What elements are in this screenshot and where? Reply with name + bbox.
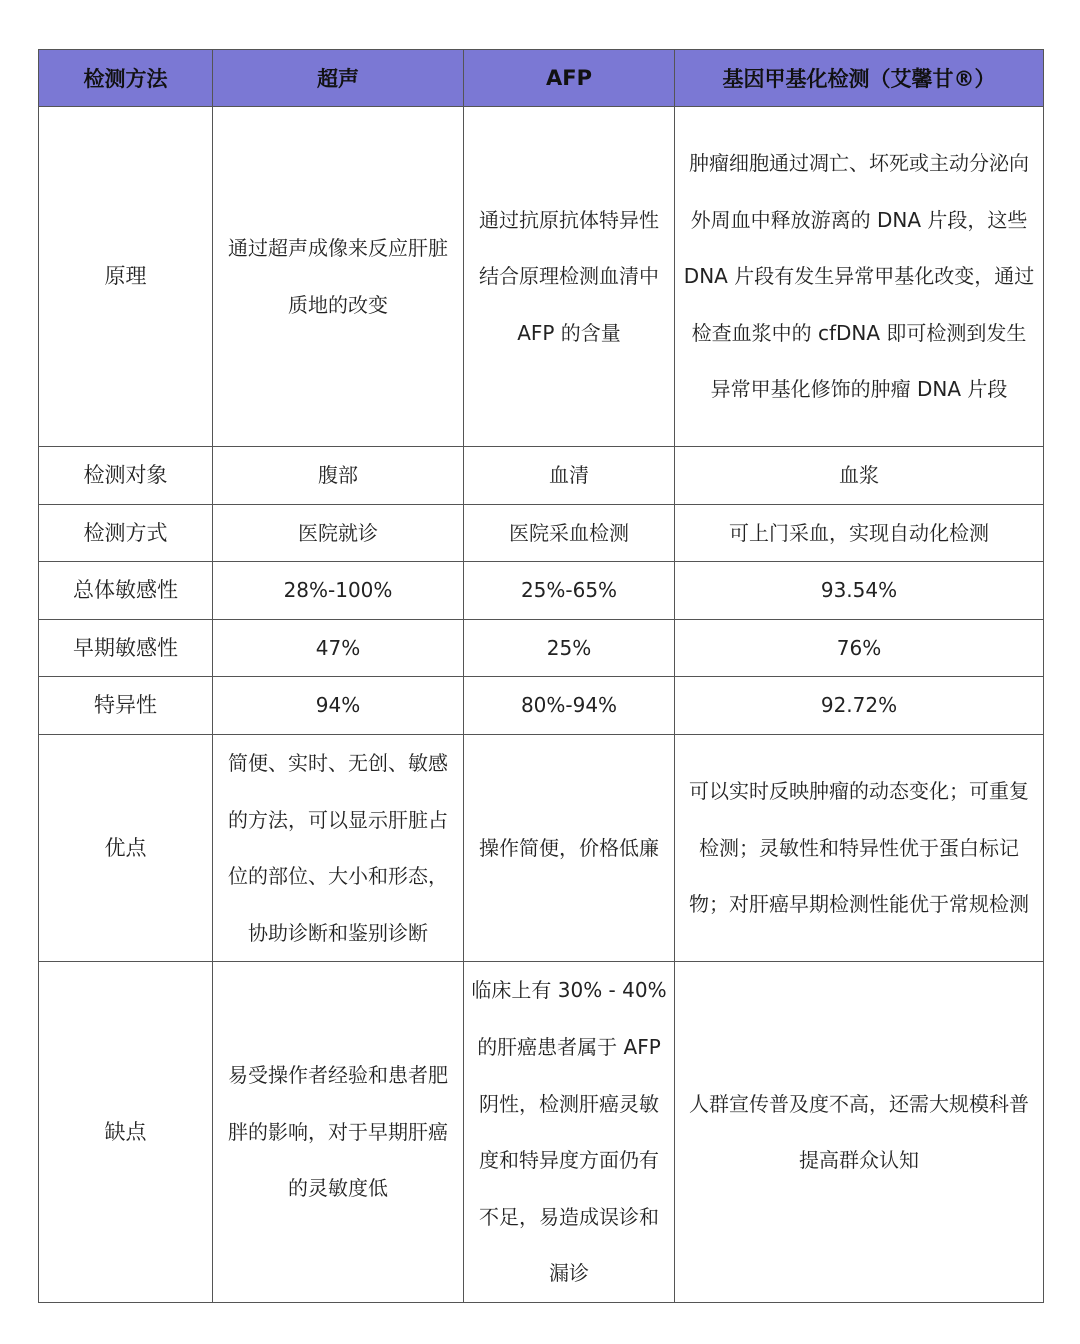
table-cell bbox=[213, 734, 464, 961]
table-body bbox=[39, 107, 1044, 1303]
table-cell bbox=[675, 734, 1044, 961]
row-label: 特异性 bbox=[39, 677, 213, 735]
row-label: 原理 bbox=[39, 107, 213, 447]
row-label: 检测方式 bbox=[39, 504, 213, 562]
table-cell: 血清 bbox=[464, 447, 675, 505]
table-row bbox=[39, 504, 1044, 562]
table-cell bbox=[464, 734, 675, 961]
table-cell: 80%-94% bbox=[464, 677, 675, 735]
table-row bbox=[39, 962, 1044, 1303]
cell-text: 肿瘤细胞通过凋亡、坏死或主动分泌向外周血中释放游离的 DNA 片段，这些 DNA 片段有发生异常甲基化改变，通过检查血浆中的 cfDNA 即可检测到发生异常甲基化修饰的肿瘤 DNA 片段 bbox=[683, 151, 1035, 402]
table-cell: 腹部 bbox=[213, 447, 464, 505]
cell-text: 人群宣传普及度不高，还需大规模科普提高群众认知 bbox=[689, 1091, 1029, 1173]
table-cell: 93.54% bbox=[675, 562, 1044, 620]
header-afp: AFP bbox=[464, 50, 675, 107]
table-cell bbox=[675, 107, 1044, 447]
table-cell: 可上门采血，实现自动化检测 bbox=[675, 504, 1044, 562]
header-row bbox=[39, 50, 1044, 107]
table-cell bbox=[213, 962, 464, 1303]
table-row bbox=[39, 107, 1044, 447]
comparison-table bbox=[38, 49, 1044, 1303]
cell-text: 通过超声成像来反应肝脏质地的改变 bbox=[228, 235, 448, 317]
cell-text: 易受操作者经验和患者肥胖的影响，对于早期肝癌的灵敏度低 bbox=[228, 1063, 448, 1201]
table-cell: 92.72% bbox=[675, 677, 1044, 735]
table-row bbox=[39, 447, 1044, 505]
table-cell: 血浆 bbox=[675, 447, 1044, 505]
table-row bbox=[39, 734, 1044, 961]
table-cell: 76% bbox=[675, 619, 1044, 677]
table-cell bbox=[675, 962, 1044, 1303]
table-cell: 47% bbox=[213, 619, 464, 677]
table-cell: 94% bbox=[213, 677, 464, 735]
table-cell: 25% bbox=[464, 619, 675, 677]
row-label: 早期敏感性 bbox=[39, 619, 213, 677]
cell-text: 操作简便，价格低廉 bbox=[479, 835, 659, 860]
cell-text: 通过抗原抗体特异性结合原理检测血清中 AFP 的含量 bbox=[479, 207, 659, 345]
table-cell: 28%-100% bbox=[213, 562, 464, 620]
header-methylation: 基因甲基化检测（艾馨甘®） bbox=[675, 50, 1044, 107]
table-row bbox=[39, 562, 1044, 620]
table-cell bbox=[464, 962, 675, 1303]
table-cell: 25%-65% bbox=[464, 562, 675, 620]
header-ultrasound: 超声 bbox=[213, 50, 464, 107]
table-cell bbox=[213, 107, 464, 447]
row-label: 总体敏感性 bbox=[39, 562, 213, 620]
row-label: 缺点 bbox=[39, 962, 213, 1303]
row-label: 检测对象 bbox=[39, 447, 213, 505]
table-header bbox=[39, 50, 1044, 107]
table-row bbox=[39, 677, 1044, 735]
cell-text: 临床上有 30% - 40%的肝癌患者属于 AFP 阴性，检测肝癌灵敏度和特异度方面仍有不足，易造成误诊和漏诊 bbox=[471, 978, 667, 1286]
table-cell bbox=[464, 107, 675, 447]
table-cell: 医院采血检测 bbox=[464, 504, 675, 562]
cell-text: 简便、实时、无创、敏感的方法，可以显示肝脏占位的部位、大小和形态，协助诊断和鉴别诊断 bbox=[228, 750, 448, 945]
table-row bbox=[39, 619, 1044, 677]
row-label: 优点 bbox=[39, 734, 213, 961]
header-method: 检测方法 bbox=[39, 50, 213, 107]
cell-text: 可以实时反映肿瘤的动态变化；可重复检测；灵敏性和特异性优于蛋白标记物；对肝癌早期检测性能优于常规检测 bbox=[689, 779, 1029, 917]
table-cell: 医院就诊 bbox=[213, 504, 464, 562]
